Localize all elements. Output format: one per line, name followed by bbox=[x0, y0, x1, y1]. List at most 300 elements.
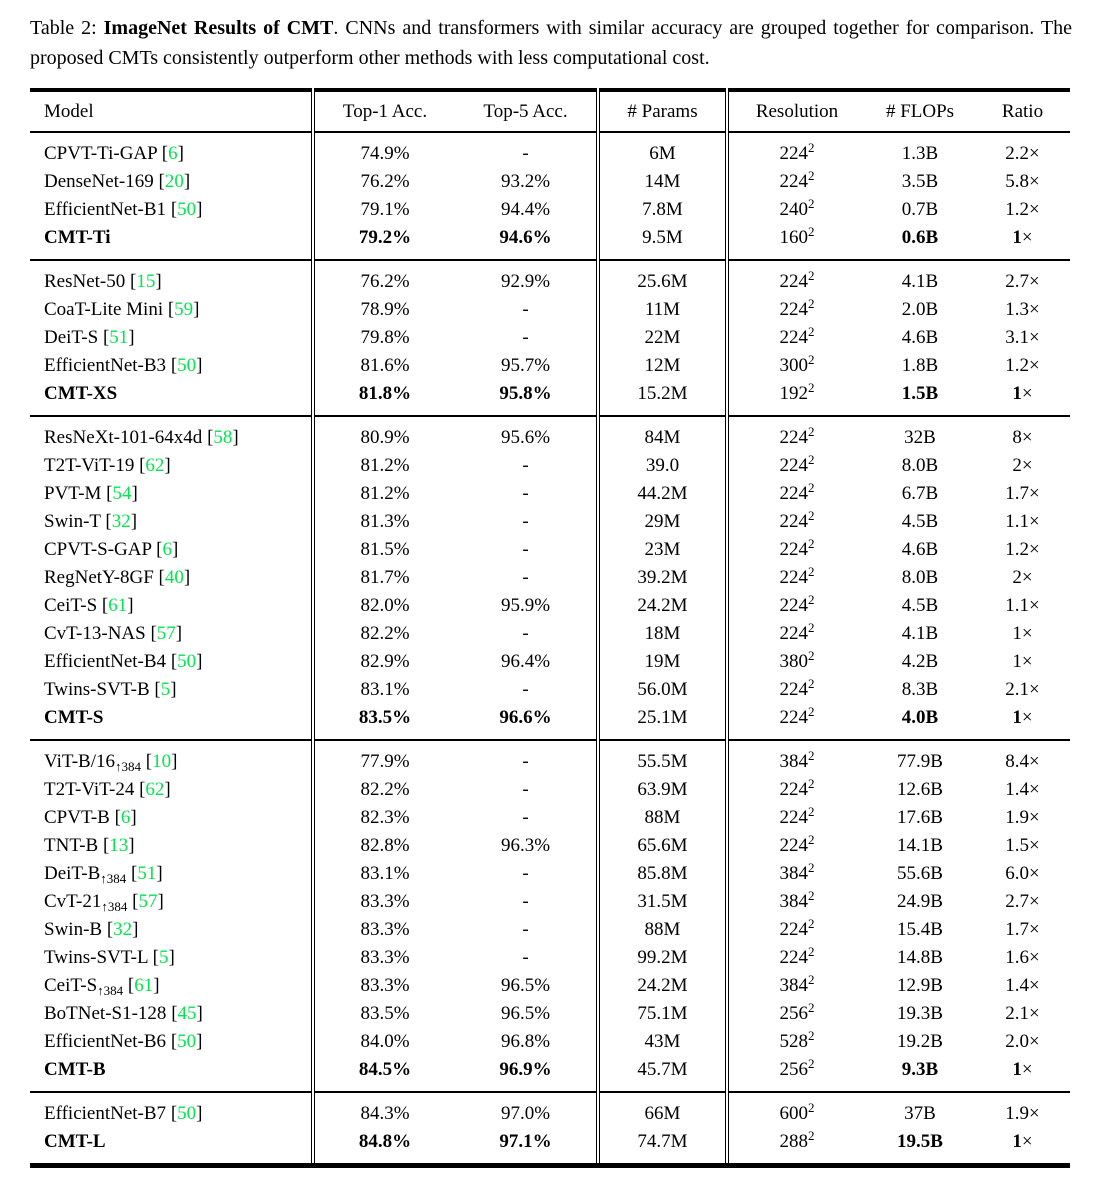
resolution-exponent: 2 bbox=[808, 196, 815, 211]
model-cell bbox=[30, 380, 313, 416]
params-cell: 22M bbox=[598, 324, 727, 352]
params-cell: 74.7M bbox=[598, 1128, 727, 1166]
top5-acc-cell: - bbox=[522, 511, 529, 532]
top5-acc-cell: - bbox=[522, 623, 529, 644]
flops-cell: 14.1B bbox=[897, 835, 943, 856]
citation-link[interactable]: 57 bbox=[138, 891, 158, 912]
top1-acc-cell: 79.8% bbox=[313, 324, 455, 352]
resolution-cell: $224^2$ bbox=[727, 944, 865, 972]
top5-acc-cell: 96.4% bbox=[500, 651, 551, 672]
citation-link[interactable]: 32 bbox=[113, 919, 133, 940]
model-cell: CvT-$21_{↑384}$ [57] bbox=[44, 891, 164, 914]
ratio-value: 2.7 bbox=[1005, 891, 1030, 912]
flops-cell: 6.7B bbox=[901, 483, 939, 504]
flops-cell: 77.9B bbox=[897, 751, 943, 772]
resolution-exponent: 2 bbox=[808, 224, 815, 239]
header-row bbox=[30, 90, 1070, 132]
flops-cell: 1.3B bbox=[901, 143, 939, 164]
params-cell: 84M bbox=[598, 416, 727, 452]
top1-acc-cell: 83.5% bbox=[313, 704, 455, 740]
flops-cell: 8.0B bbox=[901, 567, 939, 588]
resolution-cell: $224^2$ bbox=[727, 564, 865, 592]
model-name: Twins-SVT-L bbox=[44, 947, 148, 968]
table-row-cpvt-b bbox=[30, 804, 1070, 832]
table-row-tnt-b bbox=[30, 832, 1070, 860]
flops-cell: 12.6B bbox=[897, 779, 943, 800]
ratio-value: 1 bbox=[1012, 623, 1022, 644]
ratio-cell: 5.8× bbox=[1005, 171, 1040, 192]
model-name: ResNeXt-101-64x4d bbox=[44, 427, 203, 448]
model-cell: ResNet-50 [15] bbox=[44, 271, 162, 292]
resolution-exponent: 2 bbox=[808, 832, 815, 847]
resolution-cell: $224^2$ bbox=[727, 168, 865, 196]
resolution-cell: $224^2$ bbox=[727, 536, 865, 564]
top1-acc-cell: 81.2% bbox=[313, 452, 455, 480]
flops-cell: 4.6B bbox=[901, 539, 939, 560]
model-cell bbox=[30, 704, 313, 740]
top1-acc-cell: 83.3% bbox=[313, 972, 455, 1000]
citation-link[interactable]: 20 bbox=[164, 171, 184, 192]
table-row-efficientnet-b1 bbox=[30, 196, 1070, 224]
resolution-exponent: 2 bbox=[808, 776, 815, 791]
top1-acc-cell: 82.9% bbox=[313, 648, 455, 676]
ratio-value: 1 bbox=[1012, 707, 1022, 728]
model-cell: EfficientNet-B1 [50] bbox=[44, 199, 203, 220]
resolution-cell: $240^2$ bbox=[727, 196, 865, 224]
top5-acc-cell: 92.9% bbox=[500, 271, 551, 292]
ratio-value: 2.1 bbox=[1005, 1003, 1030, 1024]
model-name: EfficientNet-B6 bbox=[44, 1031, 167, 1052]
model-cell: CPVT-B [6] bbox=[44, 807, 137, 828]
model-name: CeiT-S bbox=[44, 975, 98, 996]
top5-acc-cell: - bbox=[522, 483, 529, 504]
ratio-cell: 1.1× bbox=[1005, 511, 1040, 532]
params-cell: 12M bbox=[598, 352, 727, 380]
ratio-cell: 2.0× bbox=[1005, 1031, 1040, 1052]
resolution-cell: $256^2$ bbox=[727, 1000, 865, 1028]
params-cell: 14M bbox=[598, 168, 727, 196]
ratio-cell: 1.4× bbox=[1005, 779, 1040, 800]
citation-link[interactable]: 40 bbox=[164, 567, 184, 588]
resolution-exponent: 2 bbox=[808, 648, 815, 663]
resolution-exponent: 2 bbox=[808, 424, 815, 439]
citation-link[interactable]: 15 bbox=[136, 271, 156, 292]
model-name: CPVT-Ti-GAP bbox=[44, 143, 157, 164]
top1-acc-cell: 84.0% bbox=[313, 1028, 455, 1056]
top5-acc-cell: - bbox=[522, 919, 529, 940]
params-cell: 24.2M bbox=[598, 972, 727, 1000]
ratio-cell: 1.6× bbox=[1005, 947, 1040, 968]
top1-acc-cell: 82.3% bbox=[313, 804, 455, 832]
top1-acc-cell: 81.7% bbox=[313, 564, 455, 592]
model-cell: CeiT-$S_{↑384}$ [61] bbox=[44, 975, 160, 998]
ratio-value: 1.6 bbox=[1005, 947, 1030, 968]
citation-link[interactable]: 50 bbox=[177, 651, 197, 672]
table-row-efficientnet-b6 bbox=[30, 1028, 1070, 1056]
model-cell: EfficientNet-B4 [50] bbox=[44, 651, 203, 672]
params-cell: 25.1M bbox=[598, 704, 727, 740]
ratio-cell: 2.7× bbox=[1005, 891, 1040, 912]
resolution-cell: $192^2$ bbox=[727, 380, 865, 416]
resolution-cell: $224^2$ bbox=[727, 916, 865, 944]
model-cell: Twins-SVT-B [5] bbox=[44, 679, 177, 700]
resolution-exponent: 2 bbox=[808, 944, 815, 959]
model-cell: CeiT-S [61] bbox=[44, 595, 134, 616]
resolution-cell: $380^2$ bbox=[727, 648, 865, 676]
table-row-deit-s bbox=[30, 324, 1070, 352]
ratio-value: 2.1 bbox=[1005, 679, 1030, 700]
citation-link[interactable]: 6 bbox=[162, 539, 172, 560]
params-cell: 11M bbox=[598, 296, 727, 324]
resolution-cell: $160^2$ bbox=[727, 224, 865, 260]
citation-link[interactable]: 51 bbox=[137, 863, 157, 884]
top1-acc-cell: 81.2% bbox=[313, 480, 455, 508]
citation-link[interactable]: 50 bbox=[177, 1031, 197, 1052]
ratio-cell: 1.4× bbox=[1005, 975, 1040, 996]
model-name: EfficientNet-B7 bbox=[44, 1103, 167, 1124]
table-row-ceit-s bbox=[30, 972, 1070, 1000]
column-header-resolution: Resolution bbox=[727, 90, 865, 132]
table-row-cmt-xs bbox=[30, 380, 1070, 416]
resolution-exponent: 2 bbox=[808, 1128, 815, 1143]
model-name: DeiT-S bbox=[44, 327, 99, 348]
ratio-cell: 1.9× bbox=[1005, 807, 1040, 828]
flops-cell: 8.3B bbox=[901, 679, 939, 700]
citation-link[interactable]: 61 bbox=[108, 595, 128, 616]
ratio-value: 6.0 bbox=[1005, 863, 1030, 884]
flops-cell: 4.0B bbox=[901, 707, 939, 728]
flops-cell: 3.5B bbox=[901, 171, 939, 192]
ratio-cell: 1.1× bbox=[1005, 595, 1040, 616]
params-cell: 6M bbox=[598, 132, 727, 168]
resolution-cell: $224^2$ bbox=[727, 132, 865, 168]
ratio-cell: 2.1× bbox=[1005, 1003, 1040, 1024]
ratio-value: 1.2 bbox=[1005, 355, 1030, 376]
citation-link[interactable]: 5 bbox=[160, 679, 171, 700]
table-row-efficientnet-b4 bbox=[30, 648, 1070, 676]
resolution-cell: $224^2$ bbox=[727, 592, 865, 620]
caption-prefix: Table 2: bbox=[30, 17, 104, 39]
resolution-cell: $224^2$ bbox=[727, 804, 865, 832]
top1-acc-cell: 83.3% bbox=[313, 944, 455, 972]
params-cell: 9.5M bbox=[598, 224, 727, 260]
table-row-cmt-s bbox=[30, 704, 1070, 740]
top1-acc-cell: 83.5% bbox=[313, 1000, 455, 1028]
ratio-value: 2.0 bbox=[1005, 1031, 1030, 1052]
ratio-cell: 2× bbox=[1012, 455, 1033, 476]
ratio-cell: 1× bbox=[1012, 1059, 1033, 1080]
ratio-value: 1 bbox=[1012, 651, 1022, 672]
top1-acc-cell: 77.9% bbox=[313, 740, 455, 776]
flops-cell: 19.3B bbox=[897, 1003, 943, 1024]
resolution-cell: $224^2$ bbox=[727, 452, 865, 480]
citation-link[interactable]: 59 bbox=[174, 299, 194, 320]
table-row-densenet-169 bbox=[30, 168, 1070, 196]
params-cell: 29M bbox=[598, 508, 727, 536]
ratio-cell: 1.2× bbox=[1005, 199, 1040, 220]
params-cell: 88M bbox=[598, 916, 727, 944]
model-name: CoaT-Lite Mini bbox=[44, 299, 164, 320]
model-name: Swin-B bbox=[44, 919, 103, 940]
resolution-cell: $256^2$ bbox=[727, 1056, 865, 1092]
table-row-regnety-8gf bbox=[30, 564, 1070, 592]
citation-link[interactable]: 6 bbox=[168, 143, 178, 164]
model-cell: CoaT-Lite Mini [59] bbox=[44, 299, 200, 320]
table-header bbox=[30, 90, 1070, 132]
top5-acc-cell: 97.1% bbox=[499, 1131, 552, 1152]
resolution-exponent: 2 bbox=[808, 676, 815, 691]
resolution-cell: $528^2$ bbox=[727, 1028, 865, 1056]
flops-cell: 9.3B bbox=[901, 1059, 939, 1080]
table-row-t2t-vit-19 bbox=[30, 452, 1070, 480]
model-name: EfficientNet-B3 bbox=[44, 355, 167, 376]
model-name: PVT-M bbox=[44, 483, 102, 504]
params-cell: 75.1M bbox=[598, 1000, 727, 1028]
top5-acc-cell: 95.8% bbox=[499, 383, 552, 404]
flops-cell: 24.9B bbox=[897, 891, 943, 912]
ratio-value: 1.3 bbox=[1005, 299, 1030, 320]
top1-acc-cell: 82.2% bbox=[313, 620, 455, 648]
resolution-exponent: 2 bbox=[808, 168, 815, 183]
model-resolution-subscript: ↑384 bbox=[115, 759, 141, 774]
flops-cell: 2.0B bbox=[901, 299, 939, 320]
model-name: CMT-L bbox=[44, 1131, 106, 1152]
model-cell: ViT-$B/16_{↑384}$ [10] bbox=[44, 751, 178, 774]
table-caption bbox=[30, 13, 1072, 73]
citation-link[interactable]: 13 bbox=[109, 835, 129, 856]
params-cell: 45.7M bbox=[598, 1056, 727, 1092]
ratio-value: 8 bbox=[1012, 427, 1022, 448]
flops-cell: 1.8B bbox=[901, 355, 939, 376]
paper-page bbox=[0, 13, 1100, 1168]
table-row-swin-b bbox=[30, 916, 1070, 944]
params-cell: 39.0 bbox=[598, 452, 727, 480]
top1-acc-cell: 80.9% bbox=[313, 416, 455, 452]
model-name: EfficientNet-B4 bbox=[44, 651, 167, 672]
flops-cell: 4.5B bbox=[901, 595, 939, 616]
model-group-5 bbox=[30, 1092, 1070, 1166]
top5-acc-cell: - bbox=[522, 751, 529, 772]
citation-link[interactable]: 57 bbox=[156, 623, 176, 644]
flops-cell: 19.5B bbox=[897, 1131, 943, 1152]
resolution-exponent: 2 bbox=[808, 140, 815, 155]
resolution-cell: $224^2$ bbox=[727, 832, 865, 860]
top5-acc-cell: 96.5% bbox=[500, 975, 551, 996]
ratio-cell: 1× bbox=[1012, 707, 1033, 728]
ratio-value: 1.2 bbox=[1005, 539, 1030, 560]
flops-cell: 4.5B bbox=[901, 511, 939, 532]
resolution-exponent: 2 bbox=[808, 916, 815, 931]
resolution-exponent: 2 bbox=[808, 1100, 815, 1115]
ratio-cell: 2× bbox=[1012, 567, 1033, 588]
model-cell bbox=[30, 1056, 313, 1092]
model-name: CMT-S bbox=[44, 707, 104, 728]
citation-link[interactable]: 61 bbox=[134, 975, 154, 996]
params-cell: 56.0M bbox=[598, 676, 727, 704]
resolution-cell: $224^2$ bbox=[727, 676, 865, 704]
resolution-cell: $384^2$ bbox=[727, 860, 865, 888]
top5-acc-cell: 96.3% bbox=[500, 835, 551, 856]
top1-acc-cell: 81.3% bbox=[313, 508, 455, 536]
ratio-value: 1.4 bbox=[1005, 975, 1030, 996]
caption-text: . CNNs and transformers with similar accuracy are grouped together for comparison. The proposed CMTs consistently outperform other methods with less computational cost. bbox=[30, 17, 1073, 69]
citation-link[interactable]: 32 bbox=[111, 511, 131, 532]
model-group-3 bbox=[30, 416, 1070, 740]
ratio-value: 1.4 bbox=[1005, 779, 1030, 800]
ratio-cell: 8.4× bbox=[1005, 751, 1040, 772]
citation-link[interactable]: 50 bbox=[177, 355, 197, 376]
top1-acc-cell: 83.1% bbox=[313, 676, 455, 704]
ratio-cell: 1× bbox=[1012, 1131, 1033, 1152]
ratio-cell: 6.0× bbox=[1005, 863, 1040, 884]
model-cell: EfficientNet-B6 [50] bbox=[44, 1031, 203, 1052]
model-name: DeiT-B bbox=[44, 863, 101, 884]
resolution-cell: $384^2$ bbox=[727, 740, 865, 776]
flops-cell: 1.5B bbox=[901, 383, 939, 404]
resolution-exponent: 2 bbox=[808, 972, 815, 987]
citation-link[interactable]: 62 bbox=[145, 779, 165, 800]
citation-link[interactable]: 62 bbox=[145, 455, 165, 476]
flops-cell: 19.2B bbox=[897, 1031, 943, 1052]
table-row-cmt-l bbox=[30, 1128, 1070, 1166]
flops-cell: 4.1B bbox=[901, 271, 939, 292]
model-cell bbox=[30, 224, 313, 260]
model-name: ResNet-50 bbox=[44, 271, 126, 292]
top5-acc-cell: 97.0% bbox=[500, 1103, 551, 1124]
model-cell: CPVT-S-GAP [6] bbox=[44, 539, 179, 560]
model-name: Twins-SVT-B bbox=[44, 679, 150, 700]
table-row-twins-svt-l bbox=[30, 944, 1070, 972]
resolution-cell: $224^2$ bbox=[727, 324, 865, 352]
resolution-exponent: 2 bbox=[808, 804, 815, 819]
ratio-cell: 2.1× bbox=[1005, 679, 1040, 700]
resolution-cell: $224^2$ bbox=[727, 620, 865, 648]
model-name: CMT-B bbox=[44, 1059, 106, 1080]
params-cell: 24.2M bbox=[598, 592, 727, 620]
citation-link[interactable]: 51 bbox=[109, 327, 129, 348]
ratio-value: 1 bbox=[1012, 227, 1022, 248]
column-header-ratio: Ratio bbox=[1001, 101, 1044, 122]
top5-acc-cell: - bbox=[522, 779, 529, 800]
model-name: BoTNet-S1-128 bbox=[44, 1003, 167, 1024]
ratio-cell: 1× bbox=[1012, 383, 1033, 404]
flops-cell: 14.8B bbox=[897, 947, 943, 968]
top5-acc-cell: - bbox=[522, 539, 529, 560]
params-cell: 39.2M bbox=[598, 564, 727, 592]
citation-link[interactable]: 45 bbox=[177, 1003, 197, 1024]
params-cell: 66M bbox=[598, 1092, 727, 1128]
citation-link[interactable]: 5 bbox=[158, 947, 169, 968]
resolution-cell: $224^2$ bbox=[727, 704, 865, 740]
top1-acc-cell: 74.9% bbox=[313, 132, 455, 168]
ratio-value: 2 bbox=[1012, 567, 1022, 588]
citation-link[interactable]: 6 bbox=[120, 807, 131, 828]
model-name: DenseNet-169 bbox=[44, 171, 154, 192]
params-cell: 63.9M bbox=[598, 776, 727, 804]
ratio-value: 2.2 bbox=[1005, 143, 1030, 164]
resolution-exponent: 2 bbox=[808, 592, 815, 607]
table-row-efficientnet-b3 bbox=[30, 352, 1070, 380]
ratio-value: 1.9 bbox=[1005, 1103, 1030, 1124]
table-row-resnet-50 bbox=[30, 260, 1070, 296]
ratio-value: 1 bbox=[1012, 1131, 1022, 1152]
model-name: TNT-B bbox=[44, 835, 99, 856]
column-header-params: # Params bbox=[598, 90, 727, 132]
top5-acc-cell: 93.2% bbox=[500, 171, 551, 192]
top5-acc-cell: - bbox=[522, 327, 529, 348]
resolution-exponent: 2 bbox=[808, 380, 815, 395]
params-cell: 85.8M bbox=[598, 860, 727, 888]
ratio-cell: 1× bbox=[1012, 623, 1033, 644]
citation-link[interactable]: 54 bbox=[112, 483, 132, 504]
table-row-t2t-vit-24 bbox=[30, 776, 1070, 804]
model-cell: PVT-M [54] bbox=[44, 483, 138, 504]
ratio-cell: 3.1× bbox=[1005, 327, 1040, 348]
params-cell: 15.2M bbox=[598, 380, 727, 416]
resolution-cell: $288^2$ bbox=[727, 1128, 865, 1166]
model-cell: BoTNet-S1-128 [45] bbox=[44, 1003, 203, 1024]
params-cell: 43M bbox=[598, 1028, 727, 1056]
table-row-botnet-s1-128 bbox=[30, 1000, 1070, 1028]
ratio-value: 1.2 bbox=[1005, 199, 1030, 220]
resolution-exponent: 2 bbox=[808, 1028, 815, 1043]
model-resolution-subscript: ↑384 bbox=[97, 983, 124, 998]
model-cell: Swin-B [32] bbox=[44, 919, 139, 940]
table-row-cmt-ti bbox=[30, 224, 1070, 260]
model-resolution-subscript: ↑384 bbox=[101, 899, 128, 914]
model-cell: DenseNet-169 [20] bbox=[44, 171, 191, 192]
top5-acc-cell: - bbox=[522, 679, 529, 700]
top1-acc-cell: 83.3% bbox=[313, 888, 455, 916]
resolution-exponent: 2 bbox=[808, 1056, 815, 1071]
table-row-cvt-21 bbox=[30, 888, 1070, 916]
model-cell bbox=[30, 1128, 313, 1166]
model-name: CPVT-B bbox=[44, 807, 110, 828]
model-cell: TNT-B [13] bbox=[44, 835, 135, 856]
model-cell: EfficientNet-B7 [50] bbox=[44, 1103, 203, 1124]
top5-acc-cell: 95.9% bbox=[500, 595, 551, 616]
ratio-value: 1 bbox=[1012, 383, 1022, 404]
resolution-cell: $224^2$ bbox=[727, 416, 865, 452]
top1-acc-cell: 81.6% bbox=[313, 352, 455, 380]
params-cell: 88M bbox=[598, 804, 727, 832]
model-name: EfficientNet-B1 bbox=[44, 199, 167, 220]
ratio-value: 2 bbox=[1012, 455, 1022, 476]
top1-acc-cell: 84.5% bbox=[313, 1056, 455, 1092]
flops-cell: 8.0B bbox=[901, 455, 939, 476]
resolution-cell: $300^2$ bbox=[727, 352, 865, 380]
resolution-exponent: 2 bbox=[808, 324, 815, 339]
resolution-exponent: 2 bbox=[808, 860, 815, 875]
top5-acc-cell: - bbox=[522, 863, 529, 884]
top1-acc-cell: 84.8% bbox=[313, 1128, 455, 1166]
model-name: CvT-13-NAS bbox=[44, 623, 146, 644]
ratio-value: 1.7 bbox=[1005, 919, 1030, 940]
citation-link[interactable]: 58 bbox=[213, 427, 233, 448]
top5-acc-cell: - bbox=[522, 567, 529, 588]
flops-cell: 32B bbox=[904, 427, 936, 448]
citation-link[interactable]: 50 bbox=[177, 199, 197, 220]
model-name: T2T-ViT-19 bbox=[44, 455, 135, 476]
model-cell: CvT-13-NAS [57] bbox=[44, 623, 183, 644]
model-cell: EfficientNet-B3 [50] bbox=[44, 355, 203, 376]
flops-cell: 37B bbox=[904, 1103, 936, 1124]
resolution-exponent: 2 bbox=[808, 508, 815, 523]
resolution-exponent: 2 bbox=[808, 452, 815, 467]
flops-cell: 4.6B bbox=[901, 327, 939, 348]
citation-link[interactable]: 50 bbox=[177, 1103, 197, 1124]
citation-link[interactable]: 10 bbox=[152, 751, 172, 772]
